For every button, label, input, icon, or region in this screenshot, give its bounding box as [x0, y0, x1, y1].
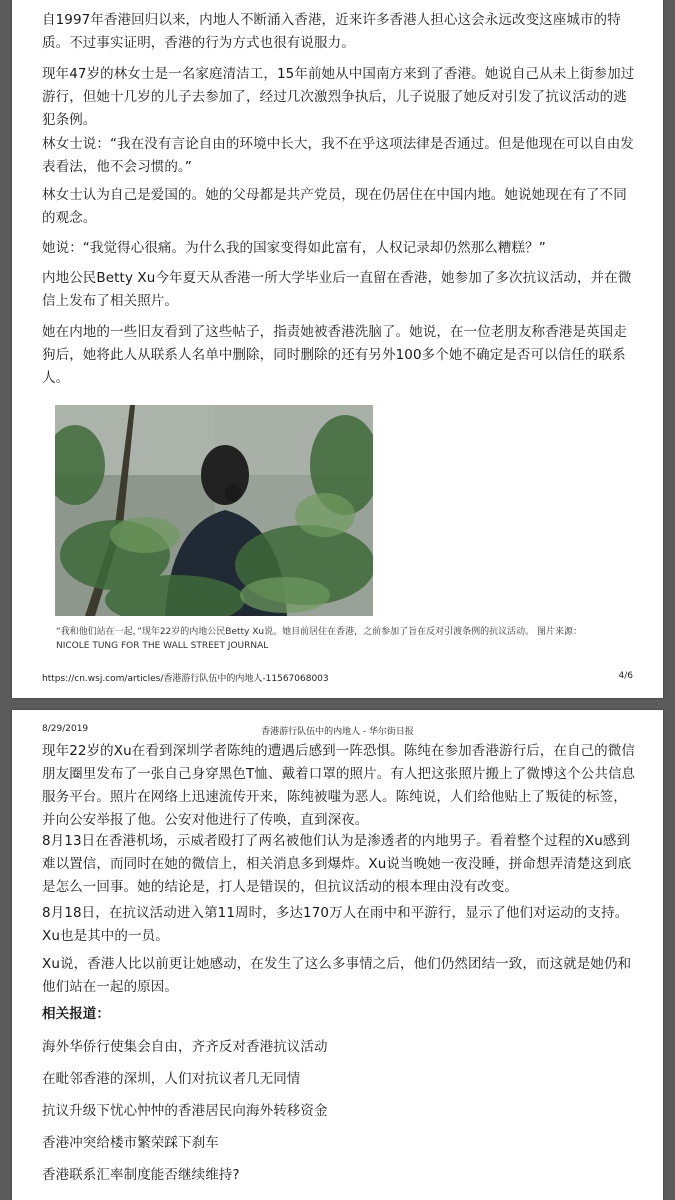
paragraph: 现年47岁的林女士是一名家庭清洁工，15年前她从中国南方来到了香港。她说自己从未上街参加过游行，但她十几岁的儿子去参加了，经过几次激烈争执后，儿子说服了她反对引发了抗议活动的逃犯条例。: [42, 66, 635, 128]
paragraph: 内地公民Betty Xu今年夏天从香港一所大学毕业后一直留在香港，她参加了多次抗议活动，并在微信上发布了相关照片。: [42, 270, 632, 309]
paragraph: 自1997年香港回归以来，内地人不断涌入香港，近来许多香港人担心这会永远改变这座城市的特质。不过事实证明，香港的行为方式也很有说服力。: [42, 12, 621, 51]
page-number: 4/6: [618, 671, 633, 681]
related-heading: 相关报道：: [42, 1006, 110, 1022]
header-title: 香港游行队伍中的内地人 - 华尔街日报: [261, 727, 414, 737]
paragraph: 林女士说：“我在没有言论自由的环境中长大，我不在乎这项法律是否通过。但是他现在可以自由发表看法，他不会习惯的。”: [42, 136, 634, 175]
article-photo: [55, 405, 373, 616]
paragraph: 她说：“我觉得心很痛。为什么我的国家变得如此富有，人权记录却仍然那么糟糕？”: [42, 240, 546, 256]
pdf-page-4: [12, 0, 663, 698]
paragraph: 她在内地的一些旧友看到了这些帖子，指责她被香港洗脑了。她说，在一位老朋友称香港是英国走狗后，她将此人从联系人名单中删除，同时删除的还有另外100多个她不确定是否可以信任的联系人。: [42, 324, 627, 386]
photo-caption: “我和他们站在一起，”现年22岁的内地公民Betty Xu说。她目前居住在香港，之前参加了旨在反对引渡条例的抗议活动。 图片来源： NICOLE TUNG FOR THE WALL STREET JOURNAL: [56, 627, 582, 651]
paragraph: 8月13日在香港机场，示威者殴打了两名被他们认为是渗透者的内地男子。看着整个过程的Xu感到难以置信，而同时在她的微信上，相关消息多到爆炸。Xu说当晚她一夜没睡，拼命想弄清楚这到底是怎么一回事。她的结论是，打人是错误的，但抗议活动的根本理由没有改变。: [42, 833, 632, 895]
paragraph: Xu说，香港人比以前更让她感动，在发生了这么多事情之后，他们仍然团结一致，而这就是她仍和他们站在一起的原因。: [42, 956, 632, 995]
paragraph: 林女士认为自己是爱国的。她的父母都是共产党员，现在仍居住在中国内地。她说她现在有了不同的观念。: [42, 187, 627, 226]
related-link[interactable]: 抗议升级下忧心忡忡的香港居民向海外转移资金: [42, 1103, 328, 1119]
paragraph: 8月18日，在抗议活动进入第11周时，多达170万人在雨中和平游行，显示了他们对运动的支持。Xu也是其中的一员。: [42, 905, 629, 944]
photo-illustration: [55, 405, 373, 616]
related-link[interactable]: 在毗邻香港的深圳，人们对抗议者几无同情: [42, 1071, 301, 1087]
related-link[interactable]: 海外华侨行使集会自由，齐齐反对香港抗议活动: [42, 1039, 328, 1055]
header-date: 8/29/2019: [42, 724, 89, 734]
related-link[interactable]: 香港联系汇率制度能否继续维持?: [42, 1167, 240, 1183]
pdf-page-5: [12, 710, 663, 1200]
footer-url: https://cn.wsj.com/articles/香港游行队伍中的内地人-11567068003: [42, 674, 329, 684]
related-link[interactable]: 香港冲突给楼市繁荣踩下刹车: [42, 1135, 219, 1151]
paragraph: 现年22岁的Xu在看到深圳学者陈纯的遭遇后感到一阵恐惧。陈纯在参加香港游行后，在自己的微信朋友圈里发布了一张自己身穿黑色T恤、戴着口罩的照片。有人把这张照片搬上了微博这个公共信息服务平台。照片在网络上迅速流传开来，陈纯被嗤为恶人。陈纯说，人们给他贴上了叛徒的标签，并向公安举报了他。公安对他进行了传唤，直到深夜。: [42, 743, 636, 828]
